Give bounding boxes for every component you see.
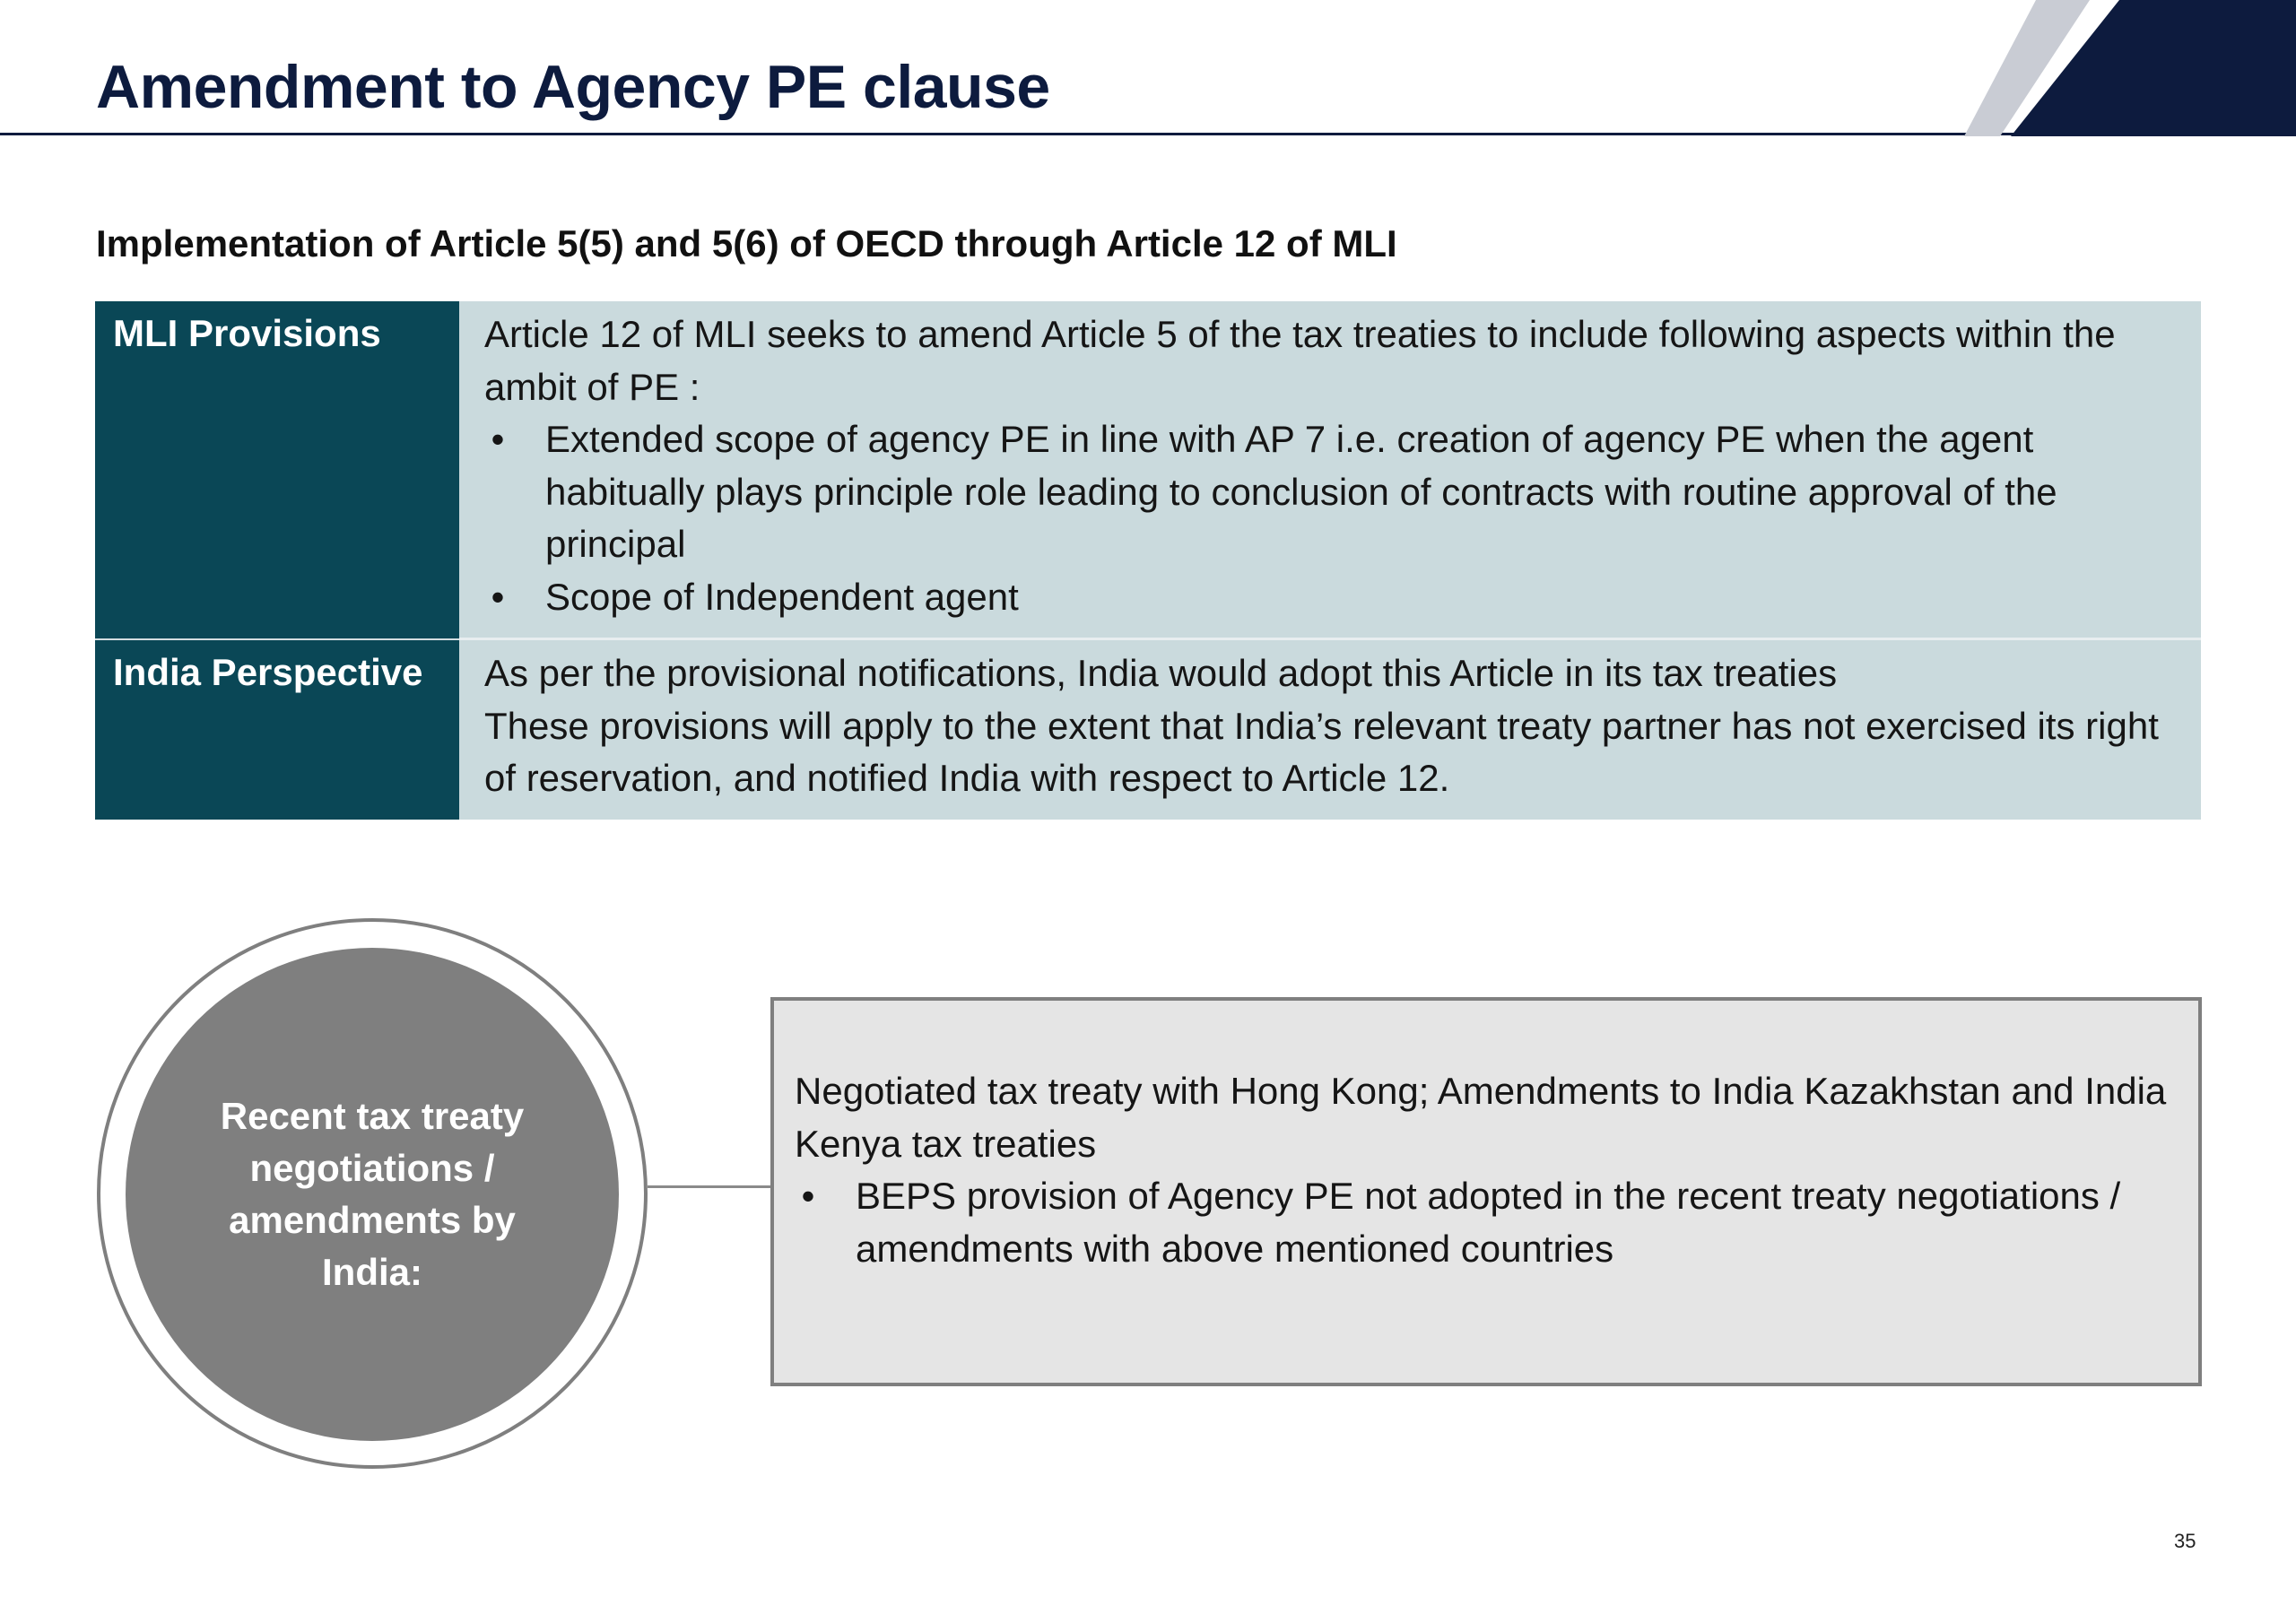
bullet-text: Extended scope of agency PE in line with AP 7 i.e. creation of agency PE when the agent habitually plays principle role leading to conclusion of contracts with routine approval of the principal [545, 418, 2057, 565]
mli-intro-text: Article 12 of MLI seeks to amend Article 5 of the tax treaties to include following aspects within the ambit of PE : [484, 313, 2116, 408]
bullet-icon: • [801, 1175, 815, 1217]
page-number: 35 [2174, 1530, 2196, 1552]
row-body-india-perspective [459, 639, 2201, 820]
treaty-info-box [770, 997, 2202, 1386]
row-body-mli-provisions [459, 301, 2201, 639]
table-row-india-perspective [95, 639, 2201, 820]
bullet-text: BEPS provision of Agency PE not adopted in the recent treaty negotiations / amendments with above mentioned countries [856, 1175, 2121, 1270]
row-header-india-perspective: India Perspective [95, 639, 459, 820]
mli-bullet-list [484, 413, 2176, 623]
list-item [795, 1170, 2171, 1275]
bullet-text: Scope of Independent agent [545, 575, 1019, 618]
slide-title: Amendment to Agency PE clause [96, 53, 1050, 121]
connector-line [648, 1185, 772, 1188]
corner-decoration [1964, 0, 2296, 136]
list-item [484, 413, 2176, 571]
section-subtitle: Implementation of Article 5(5) and 5(6) of OECD through Article 12 of MLI [96, 222, 1397, 265]
info-box-bullet-list [795, 1170, 2171, 1275]
india-line: These provisions will apply to the extent that India’s relevant treaty partner has not exercised its right of reservation, and notified India with respect to Article 12. [484, 704, 2159, 799]
bullet-icon: • [491, 418, 505, 460]
circle-label: Recent tax treaty negotiations / amendments by India: [220, 1095, 525, 1293]
table-row-mli-provisions [95, 301, 2201, 639]
title-divider [0, 133, 2296, 135]
list-item [484, 571, 2176, 624]
india-line: As per the provisional notifications, India would adopt this Article in its tax treaties [484, 652, 1838, 694]
row-header-mli-provisions: MLI Provisions [95, 301, 459, 639]
info-box-text: Negotiated tax treaty with Hong Kong; Amendments to India Kazakhstan and India Kenya tax treaties [795, 1070, 2167, 1165]
bullet-icon: • [491, 575, 505, 618]
provisions-table [95, 301, 2201, 820]
circle-badge [126, 948, 619, 1441]
